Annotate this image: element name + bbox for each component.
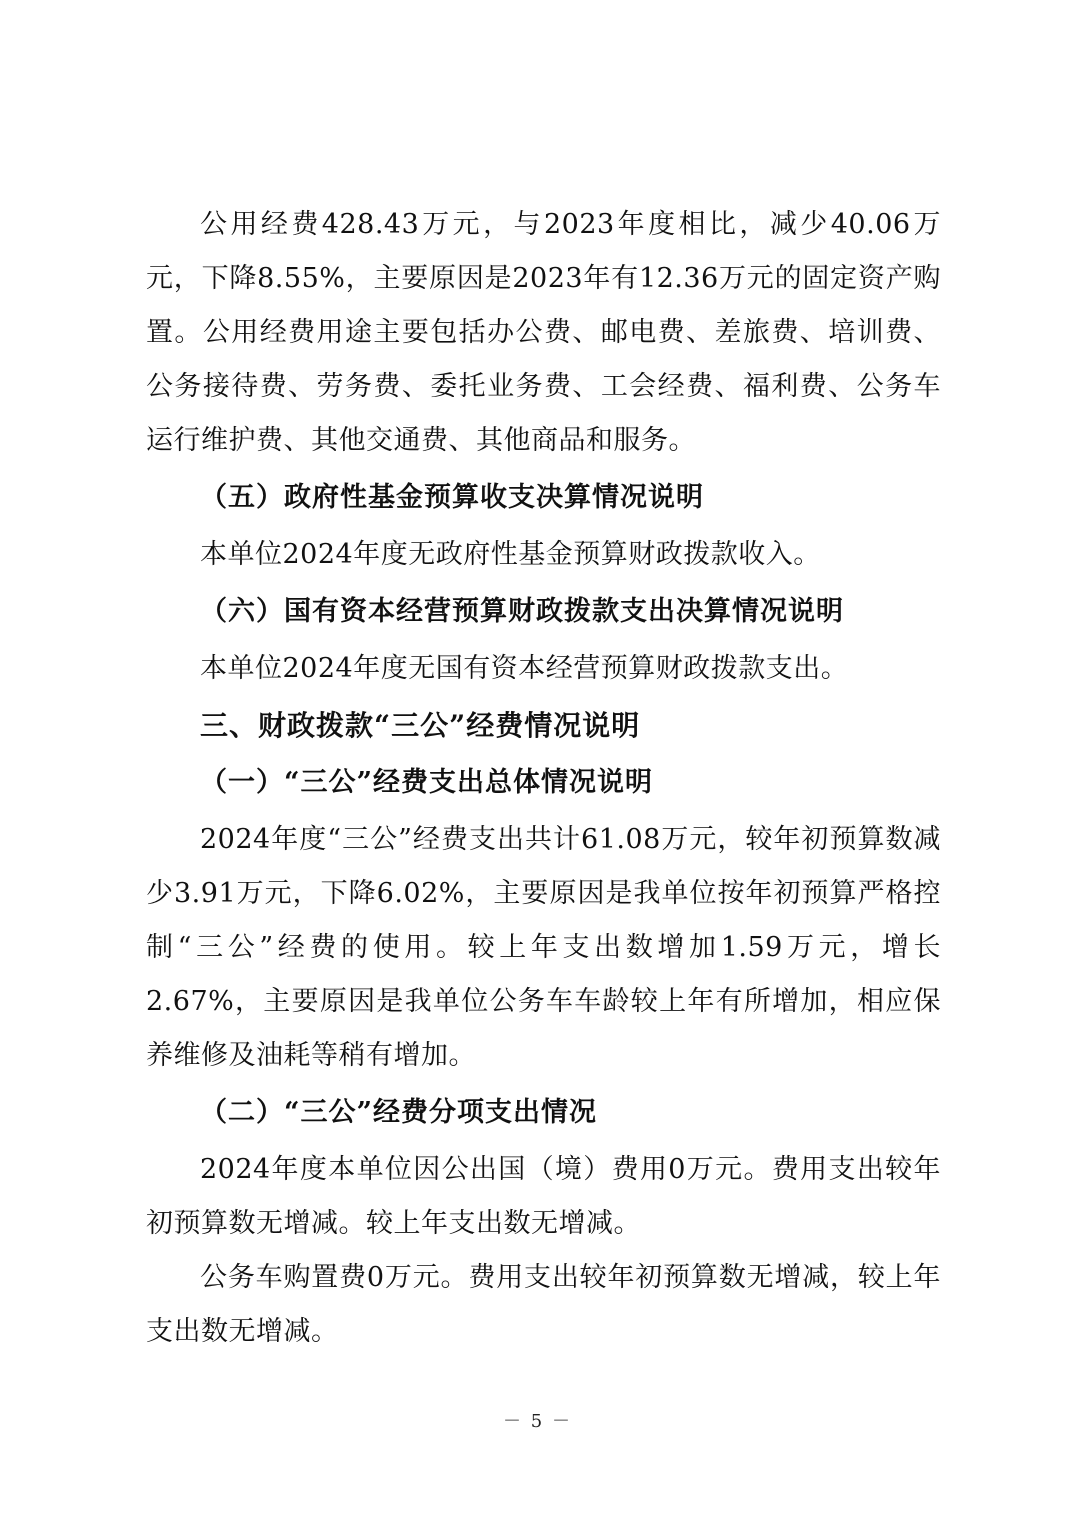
section-5-heading: （五）政府性基金预算收支决算情况说明 [200,482,704,513]
overseas-expense-paragraph: 2024年度本单位因公出国（境）费用0万元。费用支出较年初预算数无增减。较上年支出数无增减。 [146,1154,941,1239]
public-expense-paragraph: 公用经费428.43万元，与2023年度相比，减少40.06万元，下降8.55%，主要原因是2023年有12.36万元的固定资产购置。公用经费用途主要包括办公费、邮电费、差旅费、培训费、公务接待费、劳务费、委托业务费、工会经费、福利费、公务车运行维护费、其他交通费、其他商品和服务。 [146,209,941,456]
state-capital-paragraph: 本单位2024年度无国有资本经营预算财政拨款支出。 [200,653,849,684]
government-fund-paragraph: 本单位2024年度无政府性基金预算财政拨款收入。 [200,539,821,570]
section-6-heading: （六）国有资本经营预算财政拨款支出决算情况说明 [200,596,844,627]
three-public-overall-paragraph: 2024年度“三公”经费支出共计61.08万元，较年初预算数减少3.91万元，下降6.02%，主要原因是我单位按年初预算严格控制“三公”经费的使用。较上年支出数增加1.59万元，增长2.67%，主要原因是我单位公务车车龄较上年有所增加，相应保养维修及油耗等稍有增加。 [146,824,941,1071]
page-number: － 5 － [503,1411,572,1432]
section-three-heading: 三、财政拨款“三公”经费情况说明 [200,709,641,742]
vehicle-purchase-paragraph: 公务车购置费0万元。费用支出较年初预算数无增减，较上年支出数无增减。 [146,1262,941,1347]
three-public-itemized-heading: （二）“三公”经费分项支出情况 [200,1097,598,1128]
three-public-overall-heading: （一）“三公”经费支出总体情况说明 [200,767,654,798]
document-body [146,198,941,1359]
